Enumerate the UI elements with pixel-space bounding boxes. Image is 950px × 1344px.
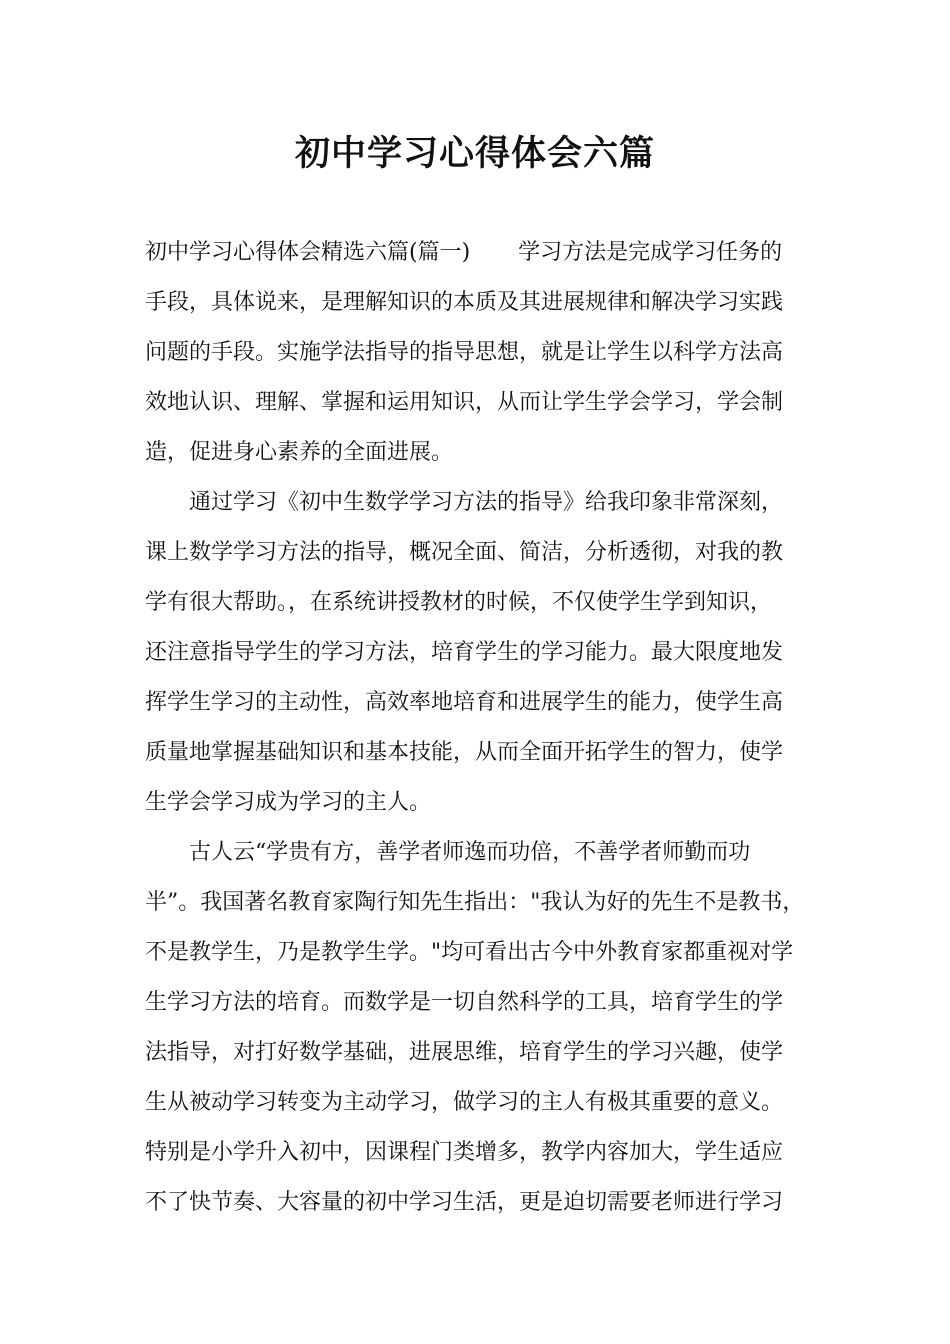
text-line: 问题的手段。实施学法指导的指导思想，就是让学生以科学方法高: [145, 340, 784, 365]
text-line: 效地认识、理解、掌握和运用知识，从而让学生学会学习，学会制: [145, 390, 784, 415]
document-title: 初中学习心得体会六篇: [294, 133, 655, 174]
document-body: [145, 228, 810, 1228]
text-line: 造，促进身心素养的全面进展。: [145, 440, 454, 465]
text-segment: 学习方法是完成学习任务的: [518, 240, 783, 265]
text-line: 生从被动学习转变为主动学习，做学习的主人有极其重要的意义。: [145, 1090, 784, 1115]
text-line: 不是教学生，乃是教学生学。"均可看出古今中外教育家都重视对学: [145, 940, 794, 965]
text-line: 生学会学习成为学习的主人。: [145, 790, 432, 815]
text-line: 还注意指导学生的学习方法，培育学生的学习能力。最大限度地发: [145, 640, 784, 665]
text-line: 挥学生学习的主动性，高效率地培育和进展学生的能力，使学生高: [145, 690, 784, 715]
section-heading: 初中学习心得体会精选六篇(篇一): [145, 240, 471, 265]
text-line: 法指导，对打好数学基础，进展思维，培育学生的学习兴趣，使学: [145, 1040, 784, 1065]
text-line: 特别是小学升入初中，因课程门类增多，教学内容加大，学生适应: [145, 1140, 784, 1165]
text-line: 学有很大帮助。，在系统讲授教材的时候，不仅使学生学到知识，: [145, 590, 773, 615]
text-line: 不了快节奏、大容量的初中学习生活，更是迫切需要老师进行学习: [145, 1190, 784, 1215]
text-line: 质量地掌握基础知识和基本技能，从而全面开拓学生的智力，使学: [145, 740, 784, 765]
text-line: 古人云“学贵有方，善学者师逸而功倍，不善学者师勤而功: [189, 840, 751, 865]
text-line: [145, 228, 810, 278]
text-line: 半”。我国著名教育家陶行知先生指出："我认为好的先生不是教书，: [145, 890, 805, 915]
text-line: 通过学习《初中生数学学习方法的指导》给我印象非常深刻，: [189, 490, 784, 515]
text-line: 手段，具体说来，是理解知识的本质及其进展规律和解决学习实践: [145, 290, 784, 315]
text-line: 生学习方法的培育。而数学是一切自然科学的工具，培育学生的学: [145, 990, 784, 1015]
text-line: 课上数学学习方法的指导，概况全面、简洁，分析透彻，对我的教: [145, 540, 784, 565]
